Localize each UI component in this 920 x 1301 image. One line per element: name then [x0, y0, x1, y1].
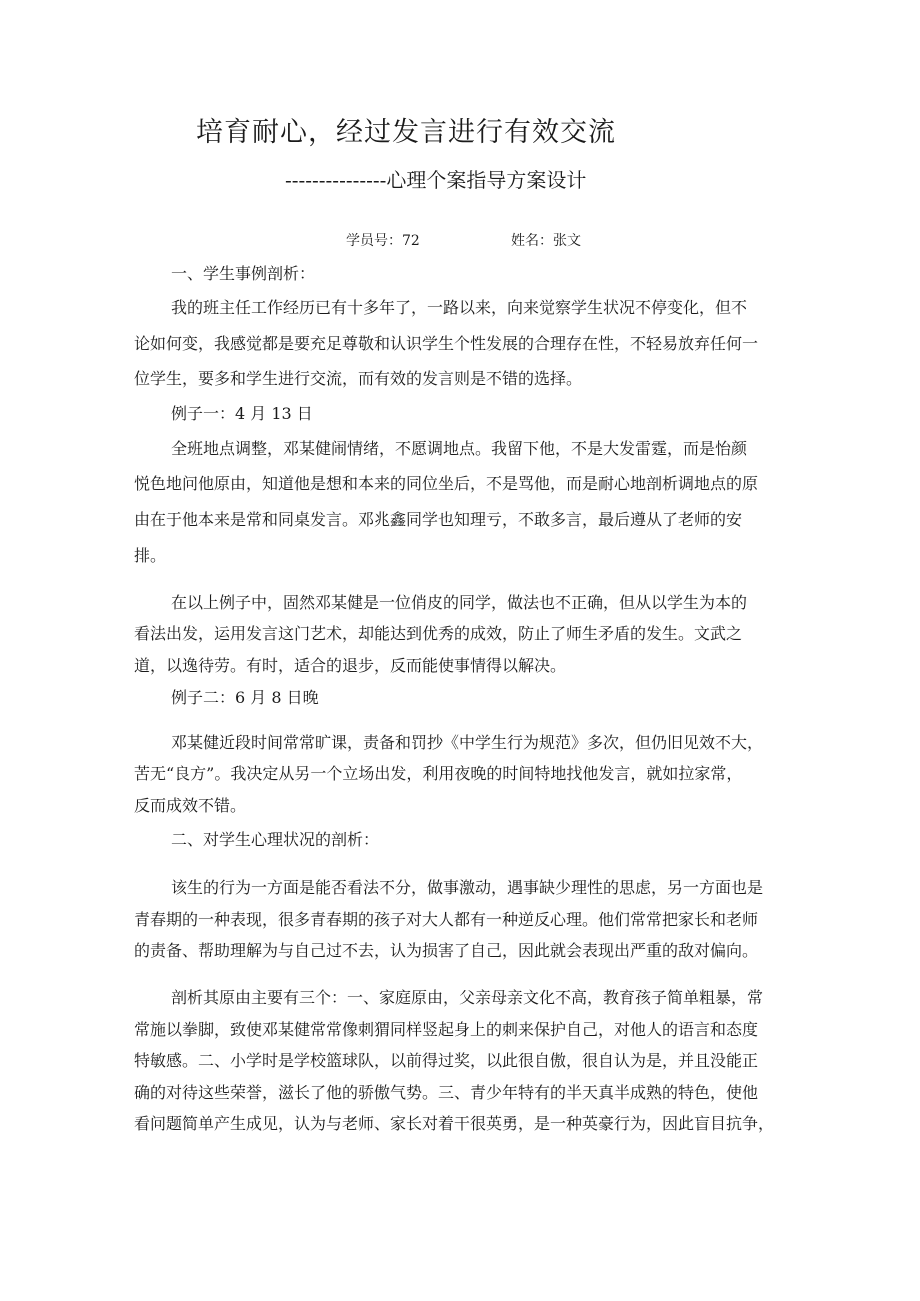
paragraph-line: 看问题简单产生成见，认为与老师、家长对着干很英勇，是一种英豪行为，因此盲目抗争， [134, 1114, 775, 1133]
section1-heading: 一、学生事例剖析： [171, 264, 316, 283]
example1-label: 例子一：4 月 13 日 [171, 404, 313, 423]
page-subtitle: ---------------心理个案指导方案设计 [285, 168, 587, 192]
paragraph-line: 该生的行为一方面是能否看法不分，做事激动，遇事缺少理性的思虑，另一方面也是 [171, 878, 764, 897]
paragraph-line: 的责备、帮助理解为与自己过不去，认为损害了自己，因此就会表现出严重的敌对偏向。 [134, 941, 759, 960]
student-name: 姓名：张文 [511, 233, 581, 249]
paragraph-line: 由在于他本来是常和同桌发言。邓兆鑫同学也知理亏，不敢多言，最后遵从了老师的安 [134, 510, 743, 529]
paragraph-line: 排。 [134, 546, 167, 565]
paragraph-line: 剖析其原由主要有三个：一、家庭原由，父亲母亲文化不高，教育孩子简单粗暴，常 [171, 988, 764, 1007]
paragraph-line: 邓某健近段时间常常旷课，责备和罚抄《中学生行为规范》多次，但仍旧见效不大， [171, 733, 764, 752]
paragraph-line: 全班地点调整，邓某健闹情绪，不愿调地点。我留下他，不是大发雷霆，而是怡颜 [171, 439, 748, 458]
paragraph-line: 悦色地问他原由，知道他是想和本来的同位坐后，不是骂他，而是耐心地剖析调地点的原 [134, 474, 759, 493]
paragraph-line: 位学生，要多和学生进行交流，而有效的发言则是不错的选择。 [134, 369, 583, 388]
paragraph-line: 特敏感。二、小学时是学校篮球队，以前得过奖，以此很自傲，很自认为是，并且没能正 [134, 1051, 759, 1070]
paragraph-line: 看法出发，运用发言这门艺术，却能达到优秀的成效，防止了师生矛盾的发生。文武之 [134, 624, 743, 643]
section2-heading: 二、对学生心理状况的剖析： [171, 830, 380, 849]
paragraph-line: 苦无“良方”。我决定从另一个立场出发，利用夜晚的时间特地找他发言，就如拉家常， [134, 764, 743, 783]
example2-label: 例子二：6 月 8 日晚 [171, 688, 319, 707]
student-id: 学员号：72 [346, 233, 420, 249]
paragraph-line: 道，以逸待劳。有时，适合的退步，反而能使事情得以解决。 [134, 656, 567, 675]
page-title: 培育耐心，经过发言进行有效交流 [196, 117, 616, 148]
paragraph-line: 青春期的一种表现，很多青春期的孩子对大人都有一种逆反心理。他们常常把家长和老师 [134, 910, 759, 929]
paragraph-line: 确的对待这些荣誉，滋长了他的骄傲气势。三、青少年特有的半天真半成熟的特色，使他 [134, 1083, 759, 1102]
paragraph-line: 我的班主任工作经历已有十多年了，一路以来，向来觉察学生状况不停变化，但不 [171, 298, 748, 317]
paragraph-line: 论如何变，我感觉都是要充足尊敬和认识学生个性发展的合理存在性，不轻易放弃任何一 [134, 334, 759, 353]
paragraph-line: 反而成效不错。 [134, 796, 247, 815]
paragraph-line: 在以上例子中，固然邓某健是一位俏皮的同学，做法也不正确，但从以学生为本的 [171, 593, 748, 612]
paragraph-line: 常施以拳脚，致使邓某健常常像刺猬同样竖起身上的刺来保护自己，对他人的语言和态度 [134, 1020, 759, 1039]
